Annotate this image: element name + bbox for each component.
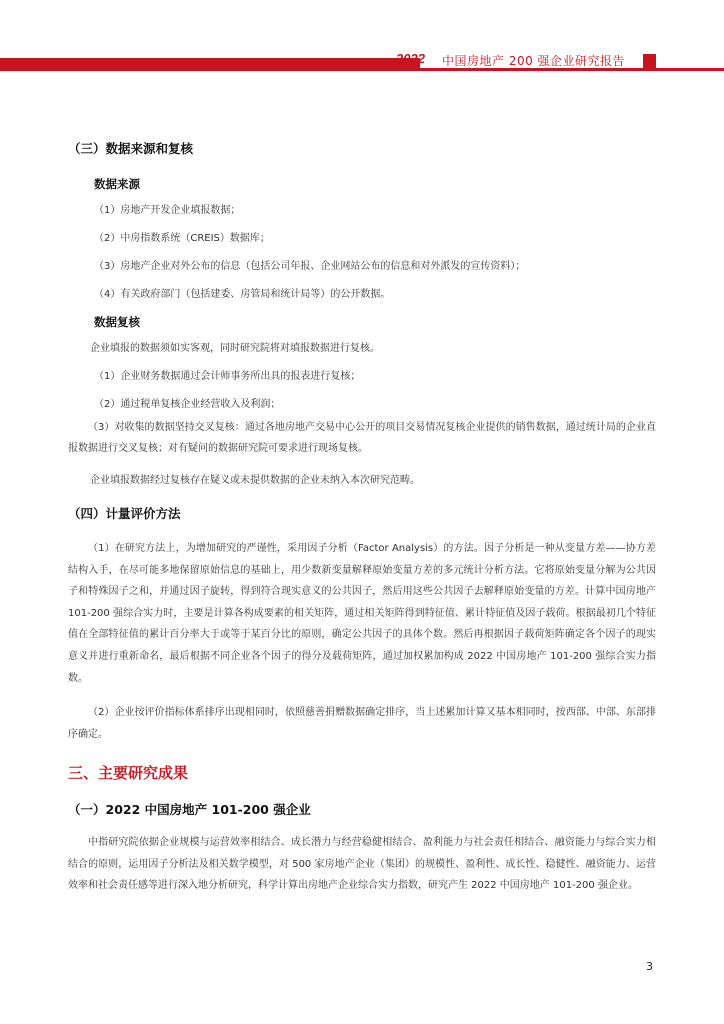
review-item-paragraph: （3）对收集的数据坚持交叉复核：通过各地房地产交易中心公开的项目交易情况复核企业提供的销售数据，通过统计局的企业直报数据进行交叉复核；对有疑问的数据研究院可要求进行现场复核。 bbox=[68, 422, 656, 454]
review-intro: 企业填报的数据须如实客观，同时研究院将对填报数据进行复核。 bbox=[90, 343, 380, 354]
header-year: 2022 bbox=[396, 51, 425, 66]
review-note: 企业填报数据经过复核存在疑义或未提供数据的企业未纳入本次研究范畴。 bbox=[90, 475, 420, 486]
data-source-heading: 数据来源 bbox=[94, 177, 140, 191]
chapter-3-heading: 三、主要研究成果 bbox=[68, 764, 189, 782]
section-4-heading: （四）计量评价方法 bbox=[68, 506, 181, 521]
review-item: （1）企业财务数据通过会计师事务所出具的报表进行复核； bbox=[94, 371, 361, 382]
page-number: 3 bbox=[646, 960, 653, 973]
source-item: （4）有关政府部门（包括建委、房管局和统计局等）的公开数据。 bbox=[94, 289, 391, 300]
header-red-band bbox=[0, 58, 420, 68]
chapter-3-subheading: （一）2022 中国房地产 101-200 强企业 bbox=[68, 802, 311, 817]
header-square-mark bbox=[643, 54, 656, 68]
results-paragraph: 中指研究院依据企业规模与运营效率相结合、成长潜力与经营稳健相结合、盈利能力与社会责任相结合、融资能力与综合实力相结合的原则，运用因子分析法及相关数学模型，对 500 家房地产企业（集团）的规模性、盈利性、成长性、稳健性、融资能力、运营效率和社会责任感等进行深入地分析研究，科学计算出房地产企业综合实力指数，研究产生 2022 中国房地产 101-200 强企业。 bbox=[68, 837, 656, 892]
source-item: （2）中房指数系统（CREIS）数据库； bbox=[94, 233, 270, 244]
data-review-heading: 数据复核 bbox=[94, 315, 140, 329]
source-item: （1）房地产开发企业填报数据； bbox=[94, 205, 241, 216]
section-3-heading: （三）数据来源和复核 bbox=[68, 141, 194, 156]
source-item: （3）房地产企业对外公布的信息（包括公司年报、企业网站公布的信息和对外派发的宣传资料）； bbox=[94, 261, 526, 272]
method-paragraph-1: （1）在研究方法上，为增加研究的严谨性，采用因子分析（Factor Analysis）的方法。因子分析是一种从变量方差——协方差结构入手，在尽可能多地保留原始信息的基础上，用少数新变量解释原始变量方差的多元统计分析方法。它将原始变量分解为公共因子和特殊因子之和，并通过因子旋转，得到符合现实意义的公共因子，然后用这些公共因子去解释原始变量的方差。计算中国房地产 101-200 强综合实力时，主要是计算各构成要素的相关矩阵，通过相关矩阵得到特征值、累计特征值及因子载荷。根据最初几个特征值在全部特征值的累计百分率大于或等于某百分比的原则，确定公共因子的具体个数。然后再根据因子载荷矩阵确定各个因子的现实意义并进行重新命名，最后根据不同企业各个因子的得分及载荷矩阵，通过加权累加构成 2022 中国房地产 101-200 强综合实力指数。 bbox=[68, 543, 656, 684]
review-item: （2）通过税单复核企业经营收入及利润； bbox=[94, 399, 281, 410]
header-title: 中国房地产 200 强企业研究报告 bbox=[442, 54, 626, 68]
method-paragraph-2: （2）企业按评价指标体系排序出现相同时，依照慈善捐赠数据确定排序，当上述累加计算又基本相同时，按西部、中部、东部排序确定。 bbox=[68, 707, 656, 740]
